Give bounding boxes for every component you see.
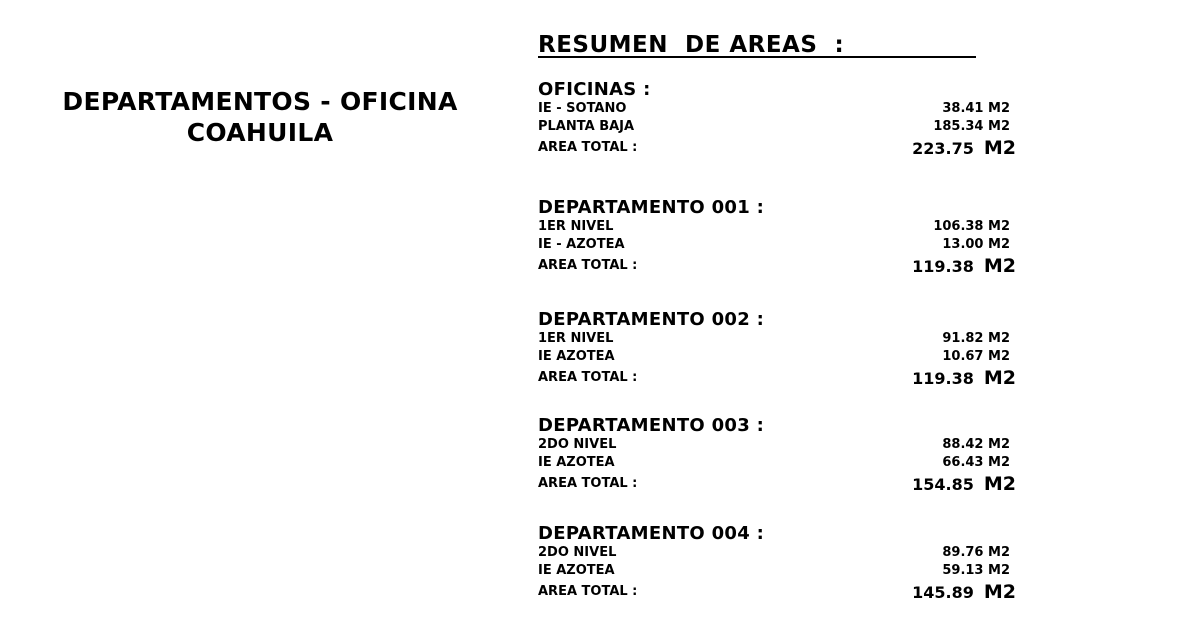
area-total-unit: M2	[983, 367, 1016, 389]
section-departamento-002	[538, 310, 1038, 390]
summary-heading: RESUMEN DE AREAS :	[538, 30, 976, 58]
area-summary	[538, 30, 1038, 603]
area-total-row	[538, 472, 1038, 496]
area-row-label: 1ER NIVEL	[538, 331, 614, 346]
area-row-value: 106.38 M2	[933, 219, 1010, 234]
area-total-row	[538, 580, 1038, 604]
area-row-value: 59.13 M2	[942, 563, 1010, 578]
area-total-number: 223.75	[912, 139, 974, 158]
area-row-label: 2DO NIVEL	[538, 545, 617, 560]
area-row	[538, 218, 1038, 236]
section-title: DEPARTAMENTO 003 :	[538, 415, 765, 436]
area-row	[538, 454, 1038, 472]
section-departamento-003	[538, 416, 1038, 496]
area-total-value	[912, 254, 1016, 279]
project-title-line-1: DEPARTAMENTOS - OFICINA	[62, 87, 458, 116]
project-title	[30, 86, 490, 148]
area-row-label: IE AZOTEA	[538, 563, 615, 578]
area-row	[538, 562, 1038, 580]
section-departamento-001	[538, 198, 1038, 278]
area-row-value: 89.76 M2	[942, 545, 1010, 560]
section-title: DEPARTAMENTO 004 :	[538, 523, 765, 544]
area-row-label: IE AZOTEA	[538, 349, 615, 364]
area-row	[538, 236, 1038, 254]
area-row	[538, 436, 1038, 454]
area-row	[538, 544, 1038, 562]
area-row-value: 185.34 M2	[933, 119, 1010, 134]
area-row-value: 38.41 M2	[942, 101, 1010, 116]
area-total-label: AREA TOTAL :	[538, 476, 638, 491]
area-row	[538, 100, 1038, 118]
area-total-unit: M2	[983, 473, 1016, 495]
section-title: OFICINAS :	[538, 79, 651, 100]
section-title: DEPARTAMENTO 002 :	[538, 309, 765, 330]
area-row	[538, 118, 1038, 136]
area-total-number: 119.38	[912, 369, 974, 388]
area-total-value	[912, 472, 1016, 497]
area-total-label: AREA TOTAL :	[538, 370, 638, 385]
area-total-label: AREA TOTAL :	[538, 140, 638, 155]
area-row	[538, 330, 1038, 348]
area-total-number: 154.85	[912, 475, 974, 494]
area-row-label: 2DO NIVEL	[538, 437, 617, 452]
area-total-row	[538, 136, 1038, 160]
area-row-value: 88.42 M2	[942, 437, 1010, 452]
area-row-value: 66.43 M2	[942, 455, 1010, 470]
section-oficinas	[538, 80, 1038, 160]
area-row-label: IE - AZOTEA	[538, 237, 625, 252]
area-total-label: AREA TOTAL :	[538, 258, 638, 273]
project-title-line-2: COAHUILA	[186, 118, 334, 147]
area-total-label: AREA TOTAL :	[538, 584, 638, 599]
area-total-unit: M2	[983, 581, 1016, 603]
section-departamento-004	[538, 524, 1038, 604]
area-total-row	[538, 254, 1038, 278]
area-row	[538, 348, 1038, 366]
area-row-value: 13.00 M2	[942, 237, 1010, 252]
area-row-label: PLANTA BAJA	[538, 119, 635, 134]
area-total-unit: M2	[983, 255, 1016, 277]
area-total-unit: M2	[983, 137, 1016, 159]
area-total-number: 145.89	[912, 583, 974, 602]
area-total-value	[912, 366, 1016, 391]
area-row-label: 1ER NIVEL	[538, 219, 614, 234]
area-total-value	[912, 580, 1016, 605]
area-row-value: 91.82 M2	[942, 331, 1010, 346]
area-row-value: 10.67 M2	[942, 349, 1010, 364]
area-row-label: IE AZOTEA	[538, 455, 615, 470]
area-row-label: IE - SOTANO	[538, 101, 627, 116]
area-total-number: 119.38	[912, 257, 974, 276]
area-total-value	[912, 136, 1016, 161]
area-total-row	[538, 366, 1038, 390]
section-title: DEPARTAMENTO 001 :	[538, 197, 765, 218]
